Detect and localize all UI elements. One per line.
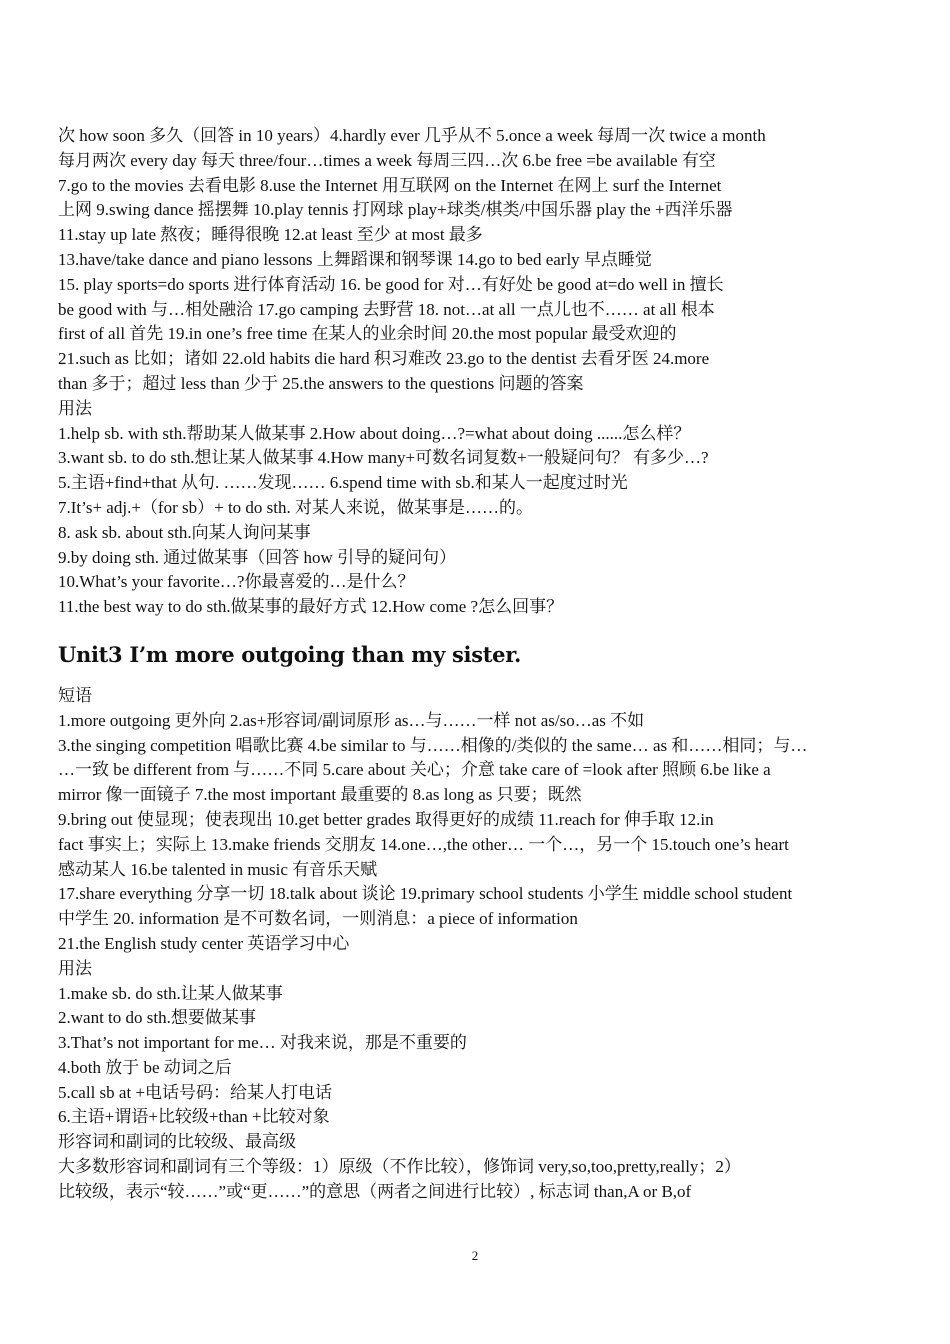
unit2-usage-block — [58, 422, 910, 620]
phrase-line: 感动某人 16.be talented in music 有音乐天赋 — [58, 859, 378, 879]
usage-label: 用法 — [58, 398, 92, 418]
phrase-line: 11.stay up late 熬夜；睡得很晚 12.at least 至少 at most 最多 — [58, 225, 483, 245]
usage-line: 2.want to do sth.想要做某事 — [58, 1008, 256, 1028]
usage-line: 7.It’s+ adj.+（for sb）+ to do sth. 对某人来说，做某事是……的。 — [58, 497, 534, 517]
usage-line: 11.the best way to do sth.做某事的最好方式 12.How come ?怎么回事？ — [58, 597, 564, 617]
unit3-usage-block — [58, 982, 910, 1205]
phrase-line: 13.have/take dance and piano lessons 上舞蹈课和钢琴课 14.go to bed early 早点睡觉 — [58, 249, 652, 269]
unit2-phrases-block — [58, 124, 910, 397]
phrase-line: 上网 9.swing dance 摇摆舞 10.play tennis 打网球 play+球类/棋类/中国乐器 play the +西洋乐器 — [58, 200, 733, 220]
phrases-label: 短语 — [58, 685, 92, 705]
usage-line: 5.call sb at +电话号码：给某人打电话 — [58, 1082, 333, 1102]
phrase-line: 9.bring out 使显现；使表现出 10.get better grades 取得更好的成绩 11.reach for 伸手取 12.in — [58, 809, 714, 829]
page-number: 2 — [471, 1248, 479, 1263]
usage-line: 大多数形容词和副词有三个等级：1）原级（不作比较），修饰词 very,so,too,pretty,really；2） — [58, 1157, 741, 1177]
usage-line: 10.What’s your favorite…?你最喜爱的…是什么？ — [58, 572, 415, 592]
usage-line: 3.That’s not important for me… 对我来说，那是不重要的 — [58, 1033, 467, 1053]
phrase-line: 每月两次 every day 每天 three/four…times a week 每周三四…次 6.be free =be available 有空 — [58, 150, 716, 170]
phrase-line: 次 how soon 多久（回答 in 10 years）4.hardly ever 几乎从不 5.once a week 每周一次 twice a month — [58, 126, 766, 145]
usage-line: 4.both 放于 be 动词之后 — [58, 1057, 232, 1077]
page-content — [58, 124, 910, 1205]
usage-line: 形容词和副词的比较级、最高级 — [58, 1132, 296, 1152]
phrase-line: 21.the English study center 英语学习中心 — [58, 933, 350, 953]
phrase-line: …一致 be different from 与……不同 5.care about 关心；介意 take care of =look after 照顾 6.be like a — [58, 760, 771, 780]
usage-line: 比较级，表示“较……”或“更……”的意思（两者之间进行比较）, 标志词 than,A or B,of — [58, 1181, 692, 1201]
phrase-line: be good with 与…相处融洽 17.go camping 去野营 18. not…at all 一点儿也不…… at all 根本 — [58, 299, 715, 319]
phrase-line: 21.such as 比如；诸如 22.old habits die hard 积习难改 23.go to the dentist 去看牙医 24.more — [58, 349, 710, 369]
phrase-line: than 多于；超过 less than 少于 25.the answers to the questions 问题的答案 — [58, 373, 584, 393]
usage-line: 8. ask sb. about sth.向某人询问某事 — [58, 522, 311, 542]
usage-line: 1.make sb. do sth.让某人做某事 — [58, 983, 283, 1003]
usage-line: 6.主语+谓语+比较级+than +比较对象 — [58, 1107, 330, 1127]
unit3-phrases-block — [58, 709, 910, 957]
phrase-line: 1.more outgoing 更外向 2.as+形容词/副词原形 as…与……一样 not as/so…as 不如 — [58, 710, 645, 730]
usage-line: 5.主语+find+that 从句. ……发现…… 6.spend time with sb.和某人一起度过时光 — [58, 473, 628, 493]
phrase-line: 3.the singing competition 唱歌比赛 4.be similar to 与……相像的/类似的 the same… as 和……相同；与… — [58, 735, 808, 755]
phrase-line: 中学生 20. information 是不可数名词，一则消息：a piece of information — [58, 909, 578, 929]
usage-line: 3.want sb. to do sth.想让某人做某事 4.How many+可数名词复数+一般疑问句？ 有多少…? — [58, 448, 709, 468]
usage-line: 1.help sb. with sth.帮助某人做某事 2.How about doing…?=what about doing ......怎么样？ — [58, 423, 691, 443]
unit3-heading: Unit3 I’m more outgoing than my sister. — [58, 641, 522, 667]
phrase-line: first of all 首先 19.in one’s free time 在某人的业余时间 20.the most popular 最受欢迎的 — [58, 324, 677, 344]
usage-line: 9.by doing sth. 通过做某事（回答 how 引导的疑问句） — [58, 547, 457, 567]
phrase-line: 7.go to the movies 去看电影 8.use the Internet 用互联网 on the Internet 在网上 surf the Internet — [58, 175, 722, 195]
phrase-line: mirror 像一面镜子 7.the most important 最重要的 8.as long as 只要；既然 — [58, 785, 582, 805]
phrase-line: fact 事实上；实际上 13.make friends 交朋友 14.one…,the other… 一个…，另一个 15.touch one’s heart — [58, 834, 789, 854]
phrase-line: 15. play sports=do sports 进行体育活动 16. be good for 对…有好处 be good at=do well in 擅长 — [58, 274, 724, 294]
usage-label: 用法 — [58, 958, 92, 978]
phrase-line: 17.share everything 分享一切 18.talk about 谈论 19.primary school students 小学生 middle school student — [58, 884, 793, 904]
